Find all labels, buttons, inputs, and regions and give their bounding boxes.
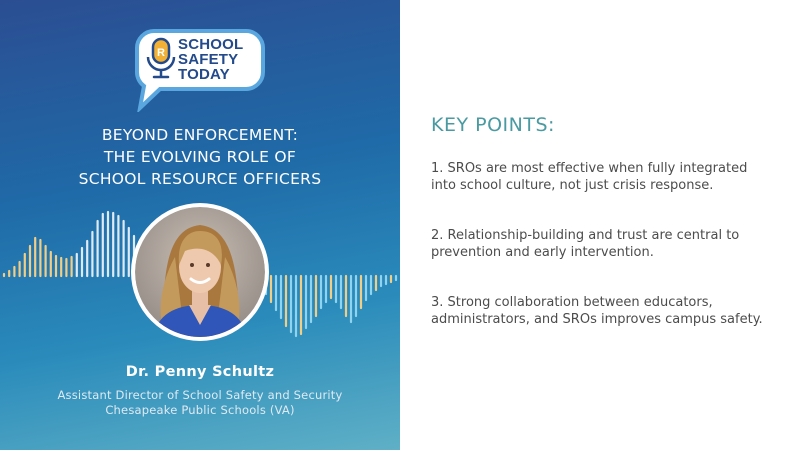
- key-points-heading: KEY POINTS:: [431, 114, 555, 136]
- svg-text:R: R: [157, 47, 165, 59]
- episode-title-line-2: THE EVOLVING ROLE OF: [103, 148, 297, 166]
- logo-line-today: TODAY: [178, 66, 230, 83]
- logo-line-school: SCHOOL: [178, 36, 244, 53]
- speaker-name: Dr. Penny Schultz: [125, 364, 275, 380]
- episode-title-line-3: SCHOOL RESOURCE OFFICERS: [78, 170, 322, 188]
- speaker-photo: [135, 207, 265, 337]
- episode-title: [40, 124, 360, 190]
- logo-line-safety: SAFETY: [178, 51, 239, 68]
- key-point-item: 2. Relationship-building and trust are central to prevention and early intervention.: [431, 228, 740, 260]
- key-points-panel: [400, 0, 800, 450]
- key-point-item: 3. Strong collaboration between educators, administrators, and SROs improves campus safety.: [431, 295, 763, 327]
- logo-wordmark: [178, 37, 262, 82]
- speaker-credentials: [0, 388, 400, 418]
- speaker-portrait: [131, 203, 269, 341]
- key-point-item: 1. SROs are most effective when fully integrated into school culture, not just crisis response.: [431, 161, 748, 193]
- episode-title-line-1: BEYOND ENFORCEMENT:: [101, 126, 299, 144]
- speaker-organization: Chesapeake Public Schools (VA): [105, 403, 295, 417]
- speaker-title: Assistant Director of School Safety and Security: [57, 388, 343, 402]
- school-safety-today-logo: [134, 28, 266, 112]
